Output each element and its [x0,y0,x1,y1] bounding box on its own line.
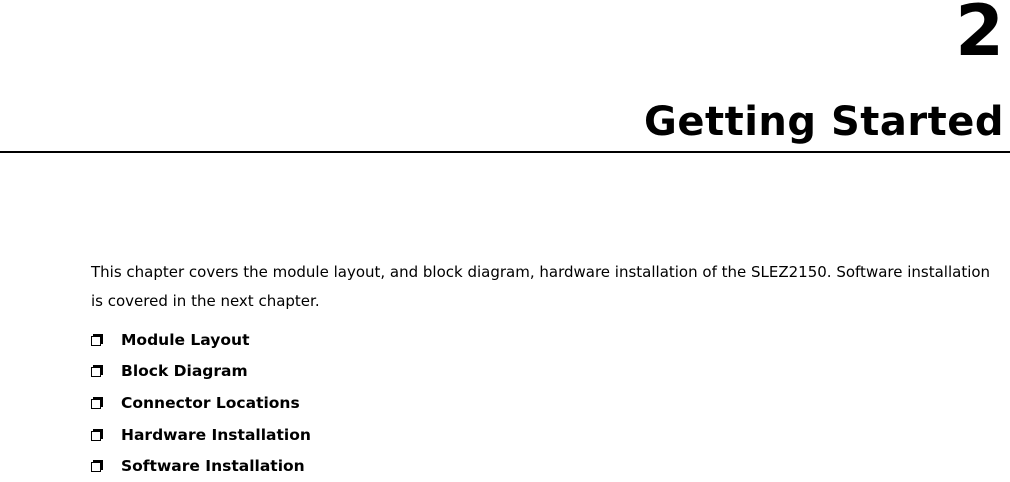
topic-label: Connector Locations [121,393,300,412]
topic-list [91,324,311,482]
checkbox-icon [91,429,103,441]
chapter-number: 2 [955,0,1004,72]
checkbox-icon [91,460,103,472]
checkbox-icon [91,397,103,409]
topic-label: Software Installation [121,457,305,476]
chapter-title: Getting Started [644,99,1004,145]
topic-label: Module Layout [121,330,250,349]
checkbox-icon [91,365,103,377]
topic-label: Block Diagram [121,362,248,381]
topic-label: Hardware Installation [121,425,311,444]
list-item [91,356,311,388]
list-item [91,387,311,419]
list-item [91,419,311,451]
checkbox-icon [91,334,103,346]
list-item [91,450,311,482]
intro-paragraph: This chapter covers the module layout, and block diagram, hardware installation of the SLEZ2150. Software installation is covered in the next chapter. [91,263,991,310]
list-item [91,324,311,356]
title-divider [0,151,1010,153]
